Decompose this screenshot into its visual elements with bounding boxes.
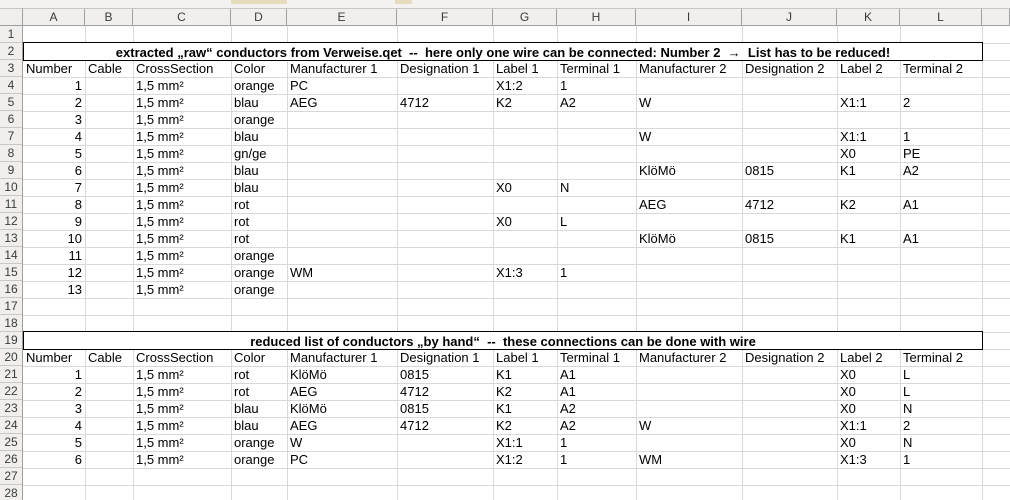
grid-line <box>23 315 1010 316</box>
row-headers <box>0 26 23 500</box>
cell[interactable]: WM <box>639 452 663 467</box>
row-header-13[interactable]: 13 <box>0 230 22 247</box>
cell[interactable]: PE <box>903 146 921 161</box>
cell[interactable]: WM <box>290 265 314 280</box>
table-header-cell[interactable]: Designation 1 <box>400 350 480 365</box>
cell[interactable]: A2 <box>560 418 576 433</box>
cell[interactable]: L <box>903 367 911 382</box>
table-header-cell[interactable]: Label 2 <box>840 350 883 365</box>
row-header-1[interactable]: 1 <box>0 26 22 43</box>
cell[interactable]: 1,5 mm² <box>136 231 184 246</box>
row-header-14[interactable]: 14 <box>0 247 22 264</box>
table-header-cell[interactable]: Terminal 2 <box>903 350 963 365</box>
cell[interactable]: 6 <box>74 452 82 467</box>
cell[interactable]: A2 <box>560 401 576 416</box>
cell[interactable]: 4712 <box>400 95 429 110</box>
cell[interactable]: 0815 <box>400 401 429 416</box>
cell[interactable]: blau <box>234 129 259 144</box>
table-header-cell[interactable]: Manufacturer 1 <box>290 61 378 76</box>
table-header-cell[interactable]: Terminal 1 <box>560 350 620 365</box>
table-header-cell[interactable]: Designation 2 <box>745 61 825 76</box>
column-headers <box>23 8 1010 26</box>
cell[interactable]: 6 <box>74 163 82 178</box>
cell[interactable]: 1,5 mm² <box>136 384 184 399</box>
cell[interactable]: A1 <box>560 384 576 399</box>
grid-line <box>23 468 1010 469</box>
row-header-15[interactable]: 15 <box>0 264 22 281</box>
cell[interactable]: 9 <box>74 214 82 229</box>
row-header-20[interactable]: 20 <box>0 349 22 366</box>
cell[interactable]: 1,5 mm² <box>136 197 184 212</box>
grid-line <box>23 298 1010 299</box>
table-header-cell[interactable]: Label 1 <box>496 350 539 365</box>
cell[interactable]: 5 <box>74 146 82 161</box>
cell[interactable]: 3 <box>74 401 82 416</box>
cell[interactable]: 1 <box>560 452 568 467</box>
cell[interactable]: KlöMö <box>639 163 676 178</box>
cell[interactable]: 1,5 mm² <box>136 112 184 127</box>
column-header-j[interactable]: J <box>742 9 837 26</box>
cell[interactable]: blau <box>234 163 259 178</box>
cell[interactable]: X1:1 <box>840 418 867 433</box>
cell[interactable]: AEG <box>639 197 667 212</box>
row-header-6[interactable]: 6 <box>0 111 22 128</box>
cell[interactable]: X0 <box>840 146 856 161</box>
cell[interactable]: orange <box>234 282 275 297</box>
table-title[interactable]: reduced list of conductors „by hand“ -- these connections can be done with wire <box>23 331 983 350</box>
table-header-cell[interactable]: Terminal 2 <box>903 61 963 76</box>
row-header-22[interactable]: 22 <box>0 383 22 400</box>
cell[interactable]: 4712 <box>745 197 774 212</box>
row-header-10[interactable]: 10 <box>0 179 22 196</box>
cell[interactable]: 13 <box>67 282 82 297</box>
table-header-cell[interactable]: Terminal 1 <box>560 61 620 76</box>
grid-line <box>982 26 983 500</box>
column-header-h[interactable]: H <box>557 9 636 26</box>
table-header-cell[interactable]: Manufacturer 2 <box>639 61 727 76</box>
table-header-cell[interactable]: Color <box>234 61 266 76</box>
cell[interactable]: 1,5 mm² <box>136 435 184 450</box>
cell[interactable]: X1:1 <box>840 129 867 144</box>
cell[interactable]: 1,5 mm² <box>136 401 184 416</box>
cell[interactable]: 2 <box>74 384 82 399</box>
cell[interactable]: A1 <box>560 367 576 382</box>
column-header-i[interactable]: I <box>636 9 742 26</box>
cell[interactable]: 0815 <box>745 163 774 178</box>
cell[interactable]: orange <box>234 435 275 450</box>
cell[interactable]: K2 <box>496 384 512 399</box>
cell[interactable]: rot <box>234 214 250 229</box>
grid-line <box>85 26 86 500</box>
row-header-12[interactable]: 12 <box>0 213 22 230</box>
row-header-19[interactable]: 19 <box>0 332 22 349</box>
column-header-a[interactable]: A <box>23 9 85 26</box>
grid-line <box>23 485 1010 486</box>
column-header-k[interactable]: K <box>837 9 900 26</box>
cell[interactable]: 1,5 mm² <box>136 418 184 433</box>
cell[interactable]: N <box>560 180 570 195</box>
cell[interactable]: 1,5 mm² <box>136 452 184 467</box>
cell[interactable]: 1,5 mm² <box>136 282 184 297</box>
column-header-partial[interactable] <box>982 9 1010 26</box>
cell[interactable]: 1 <box>903 129 911 144</box>
cell[interactable]: K1 <box>496 401 512 416</box>
cell[interactable]: K1 <box>840 163 856 178</box>
cell[interactable]: rot <box>234 231 250 246</box>
cell[interactable]: 2 <box>903 95 911 110</box>
cell[interactable]: X0 <box>840 435 856 450</box>
cell[interactable]: AEG <box>290 418 318 433</box>
cell[interactable]: 11 <box>68 248 82 263</box>
cell[interactable]: K2 <box>496 418 512 433</box>
cell[interactable]: 2 <box>74 95 82 110</box>
cell[interactable]: 12 <box>67 265 82 280</box>
row-header-16[interactable]: 16 <box>0 281 22 298</box>
cell[interactable]: orange <box>234 452 275 467</box>
cell[interactable]: A2 <box>560 95 576 110</box>
cell[interactable]: 4712 <box>400 418 429 433</box>
cell[interactable]: 1 <box>560 265 568 280</box>
cell[interactable]: 1,5 mm² <box>136 95 184 110</box>
cell[interactable]: W <box>639 418 652 433</box>
cell[interactable]: 8 <box>74 197 82 212</box>
row-header-11[interactable]: 11 <box>0 196 22 213</box>
column-header-g[interactable]: G <box>493 9 557 26</box>
table-header-cell[interactable]: Label 2 <box>840 61 883 76</box>
cell[interactable]: 1,5 mm² <box>136 78 184 93</box>
cell[interactable]: orange <box>234 78 275 93</box>
cell[interactable]: X0 <box>496 214 512 229</box>
cell[interactable]: 1,5 mm² <box>136 146 184 161</box>
row-header-24[interactable]: 24 <box>0 417 22 434</box>
cell[interactable]: 10 <box>67 231 82 246</box>
table-header-cell[interactable]: CrossSection <box>136 350 214 365</box>
cell[interactable]: X1:2 <box>496 452 523 467</box>
cell[interactable]: AEG <box>290 95 318 110</box>
table-header-cell[interactable]: Color <box>234 350 266 365</box>
row-header-7[interactable]: 7 <box>0 128 22 145</box>
column-header-e[interactable]: E <box>287 9 397 26</box>
cell[interactable]: 4 <box>74 418 82 433</box>
column-header-f[interactable]: F <box>397 9 493 26</box>
cell[interactable]: W <box>290 435 303 450</box>
cell[interactable]: K2 <box>496 95 512 110</box>
cell[interactable]: PC <box>290 452 309 467</box>
cell[interactable]: A2 <box>903 163 919 178</box>
column-header-c[interactable]: C <box>133 9 231 26</box>
row-header-5[interactable]: 5 <box>0 94 22 111</box>
table-header-cell[interactable]: Number <box>26 61 73 76</box>
cell[interactable]: 1,5 mm² <box>136 214 184 229</box>
cell[interactable]: blau <box>234 401 259 416</box>
cell[interactable]: 7 <box>74 180 82 195</box>
cell[interactable]: 0815 <box>745 231 774 246</box>
cell[interactable]: X0 <box>840 384 856 399</box>
cell[interactable]: orange <box>234 112 275 127</box>
cell[interactable]: K1 <box>840 231 856 246</box>
select-all-corner[interactable] <box>0 8 23 26</box>
cell[interactable]: 3 <box>74 112 82 127</box>
cell[interactable]: blau <box>234 418 259 433</box>
cell[interactable]: N <box>903 401 913 416</box>
cell[interactable]: W <box>639 129 652 144</box>
cell[interactable]: KlöMö <box>290 367 327 382</box>
cell[interactable]: 1 <box>560 78 568 93</box>
column-header-b[interactable]: B <box>85 9 133 26</box>
cell[interactable]: 5 <box>74 435 82 450</box>
cell[interactable]: orange <box>234 248 275 263</box>
row-header-25[interactable]: 25 <box>0 434 22 451</box>
cell[interactable]: X1:2 <box>496 78 523 93</box>
table-header-cell[interactable]: Cable <box>88 350 122 365</box>
cell[interactable]: X1:3 <box>496 265 523 280</box>
column-header-d[interactable]: D <box>231 9 287 26</box>
table-header-cell[interactable]: Label 1 <box>496 61 539 76</box>
cell[interactable]: K1 <box>496 367 512 382</box>
cell[interactable]: 1,5 mm² <box>136 180 184 195</box>
table-title[interactable]: extracted „raw“ conductors from Verweise.qet -- here only one wire can be connected: Number 2 → List has to be reduced! <box>23 42 983 61</box>
cell[interactable]: X0 <box>840 367 856 382</box>
cell[interactable]: AEG <box>290 384 318 399</box>
cell[interactable]: KlöMö <box>639 231 676 246</box>
cell[interactable]: A1 <box>903 197 919 212</box>
row-header-8[interactable]: 8 <box>0 145 22 162</box>
table-header-cell[interactable]: Manufacturer 1 <box>290 350 378 365</box>
cell[interactable]: PC <box>290 78 309 93</box>
cell[interactable]: 1 <box>903 452 911 467</box>
cell[interactable]: A1 <box>903 231 919 246</box>
row-header-26[interactable]: 26 <box>0 451 22 468</box>
cell[interactable]: 1,5 mm² <box>136 367 184 382</box>
cell[interactable]: 1,5 mm² <box>136 248 184 263</box>
table-header-cell[interactable]: Manufacturer 2 <box>639 350 727 365</box>
cell[interactable]: rot <box>234 197 250 212</box>
cell[interactable]: K2 <box>840 197 856 212</box>
cell[interactable]: 1 <box>74 367 82 382</box>
row-header-18[interactable]: 18 <box>0 315 22 332</box>
cell[interactable]: W <box>639 95 652 110</box>
row-header-28[interactable]: 28 <box>0 485 22 500</box>
table-header-cell[interactable]: Number <box>26 350 73 365</box>
cell[interactable]: blau <box>234 95 259 110</box>
cell[interactable]: X1:1 <box>496 435 523 450</box>
grid-line <box>742 26 743 500</box>
cell[interactable]: 1,5 mm² <box>136 163 184 178</box>
cell[interactable]: L <box>903 384 911 399</box>
cell[interactable]: 2 <box>903 418 911 433</box>
table-header-cell[interactable]: CrossSection <box>136 61 214 76</box>
table-header-cell[interactable]: Designation 2 <box>745 350 825 365</box>
cell[interactable]: 1 <box>560 435 568 450</box>
row-header-21[interactable]: 21 <box>0 366 22 383</box>
cell[interactable]: X1:3 <box>840 452 867 467</box>
row-header-27[interactable]: 27 <box>0 468 22 485</box>
cell[interactable]: X1:1 <box>840 95 867 110</box>
cell[interactable]: 1,5 mm² <box>136 265 184 280</box>
cell[interactable]: 1 <box>74 78 82 93</box>
cell[interactable]: N <box>903 435 913 450</box>
cell[interactable]: 4 <box>74 129 82 144</box>
cell[interactable]: X0 <box>840 401 856 416</box>
row-header-23[interactable]: 23 <box>0 400 22 417</box>
column-header-l[interactable]: L <box>900 9 982 26</box>
cell[interactable]: 1,5 mm² <box>136 129 184 144</box>
cell[interactable]: rot <box>234 367 250 382</box>
row-header-9[interactable]: 9 <box>0 162 22 179</box>
row-header-3[interactable]: 3 <box>0 60 22 77</box>
cell[interactable]: 0815 <box>400 367 429 382</box>
cell[interactable]: L <box>560 214 568 229</box>
cell[interactable]: gn/ge <box>234 146 267 161</box>
cell[interactable]: X0 <box>496 180 512 195</box>
cell[interactable]: KlöMö <box>290 401 327 416</box>
row-header-17[interactable]: 17 <box>0 298 22 315</box>
row-header-4[interactable]: 4 <box>0 77 22 94</box>
cell[interactable]: blau <box>234 180 259 195</box>
cell[interactable]: rot <box>234 384 250 399</box>
cell[interactable]: orange <box>234 265 275 280</box>
table-header-cell[interactable]: Cable <box>88 61 122 76</box>
table-header-cell[interactable]: Designation 1 <box>400 61 480 76</box>
row-header-2[interactable]: 2 <box>0 43 22 60</box>
cell[interactable]: 4712 <box>400 384 429 399</box>
